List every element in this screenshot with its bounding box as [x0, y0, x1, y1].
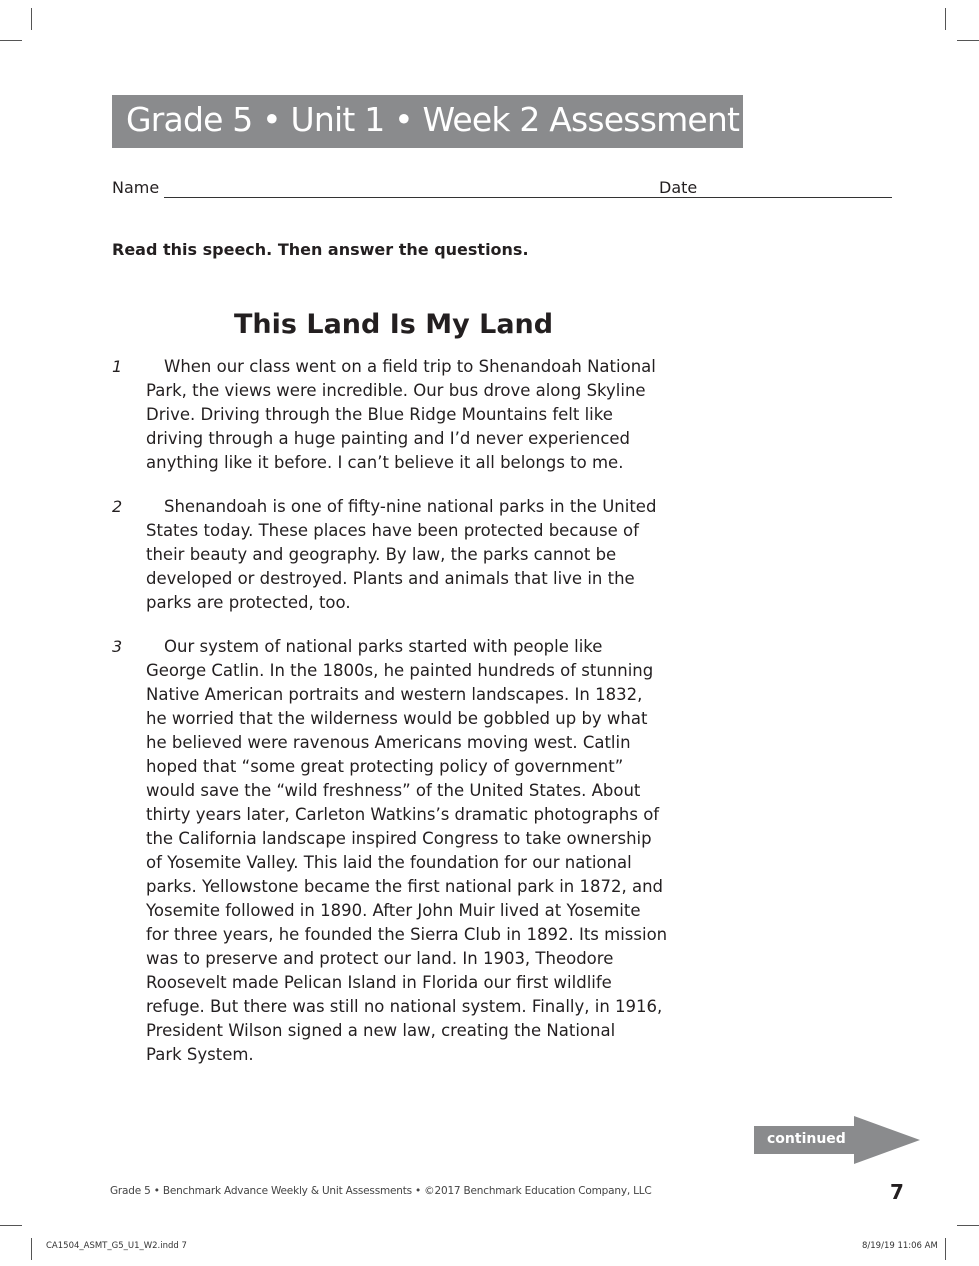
text-line: Drive. Driving through the Blue Ridge Mountains felt like — [146, 405, 613, 424]
paragraph-number: 3 — [112, 637, 123, 656]
text-line: Native American portraits and western landscapes. In 1832, — [146, 685, 643, 704]
crop-mark — [0, 40, 22, 41]
text-line: was to preserve and protect our land. In 1903, Theodore — [146, 949, 614, 968]
crop-mark — [0, 1225, 22, 1226]
text-line: George Catlin. In the 1800s, he painted hundreds of stunning — [146, 661, 654, 680]
name-label: Name — [112, 178, 160, 197]
footer-credit: Grade 5 • Benchmark Advance Weekly & Unit Assessments • ©2017 Benchmark Education Company, LLC — [110, 1185, 652, 1197]
text-line: Roosevelt made Pelican Island in Florida our first wildlife — [146, 973, 612, 992]
crop-mark — [957, 40, 979, 41]
continued-label: continued — [767, 1131, 846, 1147]
crop-mark — [945, 8, 946, 30]
passage-title: This Land Is My Land — [234, 309, 554, 340]
text-line: hoped that “some great protecting policy of government” — [146, 757, 624, 776]
instructions: Read this speech. Then answer the questions. — [112, 240, 529, 259]
name-field[interactable] — [164, 197, 760, 198]
text-line: would save the “wild freshness” of the United States. About — [146, 781, 641, 800]
text-line: of Yosemite Valley. This laid the foundation for our national — [146, 853, 632, 872]
crop-mark — [31, 1238, 32, 1260]
text-line: the California landscape inspired Congress to take ownership — [146, 829, 652, 848]
text-line: Yosemite followed in 1890. After John Muir lived at Yosemite — [146, 901, 641, 920]
page-number: 7 — [890, 1180, 904, 1204]
text-line: thirty years later, Carleton Watkins’s dramatic photographs of — [146, 805, 660, 824]
text-line: Our system of national parks started with people like — [164, 637, 603, 656]
text-line: When our class went on a field trip to Shenandoah National — [164, 357, 656, 376]
text-line: parks are protected, too. — [146, 593, 351, 612]
text-line: developed or destroyed. Plants and animals that live in the — [146, 569, 635, 588]
text-line: he believed were ravenous Americans moving west. Catlin — [146, 733, 631, 752]
text-line: parks. Yellowstone became the first national park in 1872, and — [146, 877, 664, 896]
text-line: States today. These places have been protected because of — [146, 521, 639, 540]
paragraph-text — [146, 635, 692, 1067]
text-line: Park System. — [146, 1045, 254, 1064]
text-line: he worried that the wilderness would be gobbled up by what — [146, 709, 648, 728]
slug-timestamp: 8/19/19 11:06 AM — [862, 1241, 938, 1251]
text-line: driving through a huge painting and I’d never experienced — [146, 429, 631, 448]
paragraph-text — [146, 495, 692, 615]
name-date-row — [112, 178, 892, 202]
text-line: Park, the views were incredible. Our bus drove along Skyline — [146, 381, 646, 400]
text-line: refuge. But there was still no national system. Finally, in 1916, — [146, 997, 663, 1016]
assessment-title: Grade 5 • Unit 1 • Week 2 Assessment — [126, 100, 740, 139]
text-line: their beauty and geography. By law, the parks cannot be — [146, 545, 617, 564]
crop-mark — [31, 8, 32, 30]
crop-mark — [957, 1225, 979, 1226]
date-label: Date — [659, 178, 698, 197]
paragraph-number: 1 — [112, 357, 123, 376]
paragraph-number: 2 — [112, 497, 123, 516]
text-line: anything like it before. I can’t believe it all belongs to me. — [146, 453, 624, 472]
paragraph-text — [146, 355, 692, 475]
text-line: President Wilson signed a new law, creating the National — [146, 1021, 616, 1040]
text-line: for three years, he founded the Sierra Club in 1892. Its mission — [146, 925, 668, 944]
text-line: Shenandoah is one of fifty-nine national parks in the United — [164, 497, 657, 516]
date-field[interactable] — [704, 197, 892, 198]
crop-mark — [945, 1238, 946, 1260]
slug-filename: CA1504_ASMT_G5_U1_W2.indd 7 — [46, 1241, 187, 1251]
header-banner — [112, 95, 743, 148]
